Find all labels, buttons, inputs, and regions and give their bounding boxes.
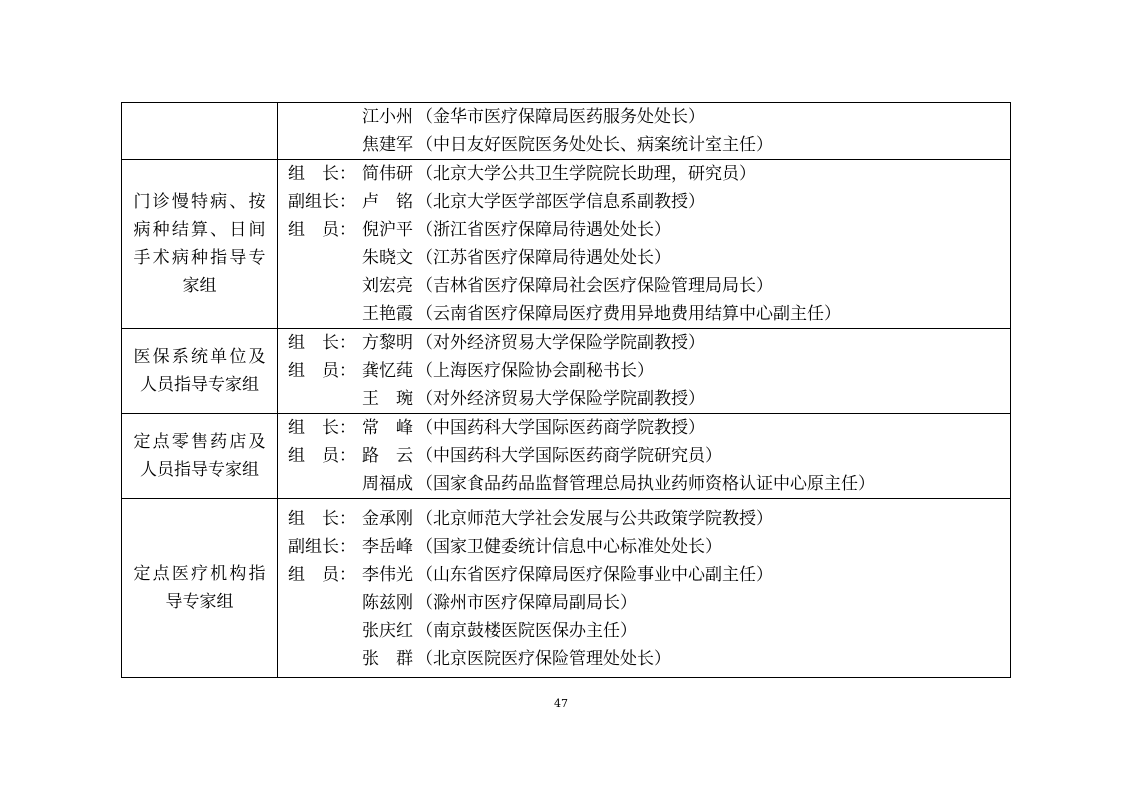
member-desc: （滁州市医疗保障局副局长） — [416, 593, 637, 613]
member-desc: （吉林省医疗保障局社会医疗保险管理局局长） — [416, 276, 773, 296]
group-name-cell — [122, 160, 278, 329]
member-line — [278, 533, 1010, 561]
group-name-cell — [122, 329, 278, 414]
group-name: 定点零售药店及人员指导专家组 — [133, 432, 266, 480]
member-desc: （山东省医疗保障局医疗保险事业中心副主任） — [416, 565, 773, 585]
member-desc: （金华市医疗保障局医药服务处处长） — [416, 107, 705, 127]
member-line — [278, 160, 1010, 188]
member-name: 李岳峰 — [362, 537, 413, 557]
member-line — [278, 357, 1010, 385]
members-cell — [278, 329, 1011, 414]
member-name: 方黎明 — [362, 333, 413, 353]
member-role: 组 长： — [288, 509, 356, 529]
member-name: 简伟研 — [362, 164, 413, 184]
member-name: 刘宏亮 — [362, 276, 413, 296]
member-name: 张 群 — [362, 649, 413, 669]
member-line — [278, 300, 1010, 328]
member-role: 组 长： — [288, 418, 356, 438]
member-name: 王艳霞 — [362, 304, 413, 324]
table-body — [122, 103, 1011, 678]
member-desc: （江苏省医疗保障局待遇处处长） — [416, 248, 671, 268]
page-number: 47 — [554, 697, 568, 710]
member-desc: （上海医疗保险协会副秘书长） — [416, 361, 654, 381]
member-name: 陈兹刚 — [362, 593, 413, 613]
member-name: 王 琬 — [362, 389, 413, 409]
members-cell — [278, 103, 1011, 160]
group-name: 定点医疗机构指导专家组 — [133, 564, 266, 612]
member-line — [278, 505, 1010, 533]
member-desc: （国家食品药品监督管理总局执业药师资格认证中心原主任） — [416, 474, 875, 494]
group-name: 门诊慢特病、按病种结算、日间手术病种指导专家组 — [133, 192, 266, 296]
expert-group-table — [121, 102, 1011, 678]
member-desc: （中国药科大学国际医药商学院教授） — [416, 418, 705, 438]
member-name: 路 云 — [362, 446, 413, 466]
member-name: 龚忆莼 — [362, 361, 413, 381]
member-desc: （中日友好医院医务处处长、病案统计室主任） — [416, 135, 773, 155]
member-desc: （对外经济贸易大学保险学院副教授） — [416, 389, 705, 409]
table-row — [122, 103, 1011, 160]
member-line — [278, 617, 1010, 645]
member-name: 李伟光 — [362, 565, 413, 585]
member-line — [278, 470, 1010, 498]
table-row — [122, 160, 1011, 329]
member-line — [278, 188, 1010, 216]
group-name-cell — [122, 103, 278, 160]
member-desc: （对外经济贸易大学保险学院副教授） — [416, 333, 705, 353]
member-name: 金承刚 — [362, 509, 413, 529]
member-role: 副组长： — [288, 192, 356, 212]
member-name: 倪沪平 — [362, 220, 413, 240]
member-name: 江小州 — [362, 107, 413, 127]
member-desc: （中国药科大学国际医药商学院研究员） — [416, 446, 722, 466]
member-role: 组 员： — [288, 220, 356, 240]
member-desc: （北京大学医学部医学信息系副教授） — [416, 192, 705, 212]
member-line — [278, 589, 1010, 617]
member-line — [278, 442, 1010, 470]
member-desc: （北京大学公共卫生学院院长助理，研究员） — [416, 164, 756, 184]
member-desc: （北京师范大学社会发展与公共政策学院教授） — [416, 509, 773, 529]
member-role: 组 长： — [288, 333, 356, 353]
member-desc: （南京鼓楼医院医保办主任） — [416, 621, 637, 641]
member-line — [278, 103, 1010, 131]
group-name: 医保系统单位及人员指导专家组 — [133, 347, 266, 395]
member-line — [278, 561, 1010, 589]
member-line — [278, 645, 1010, 673]
table-row — [122, 499, 1011, 678]
member-line — [278, 329, 1010, 357]
member-desc: （云南省医疗保障局医疗费用异地费用结算中心副主任） — [416, 304, 841, 324]
members-cell — [278, 499, 1011, 678]
members-cell — [278, 160, 1011, 329]
group-name-cell — [122, 499, 278, 678]
member-role: 组 长： — [288, 164, 356, 184]
member-line — [278, 414, 1010, 442]
table-row — [122, 414, 1011, 499]
members-cell — [278, 414, 1011, 499]
member-line — [278, 272, 1010, 300]
member-name: 焦建军 — [362, 135, 413, 155]
member-role: 组 员： — [288, 361, 356, 381]
member-name: 常 峰 — [362, 418, 413, 438]
member-line — [278, 131, 1010, 159]
member-name: 张庆红 — [362, 621, 413, 641]
member-desc: （北京医院医疗保险管理处处长） — [416, 649, 671, 669]
member-name: 朱晓文 — [362, 248, 413, 268]
member-desc: （浙江省医疗保障局待遇处处长） — [416, 220, 671, 240]
table-row — [122, 329, 1011, 414]
member-role: 组 员： — [288, 565, 356, 585]
member-line — [278, 385, 1010, 413]
group-name-cell — [122, 414, 278, 499]
member-line — [278, 244, 1010, 272]
member-role: 组 员： — [288, 446, 356, 466]
member-name: 卢 铭 — [362, 192, 413, 212]
member-name: 周福成 — [362, 474, 413, 494]
member-role: 副组长： — [288, 537, 356, 557]
member-line — [278, 216, 1010, 244]
member-desc: （国家卫健委统计信息中心标准处处长） — [416, 537, 722, 557]
